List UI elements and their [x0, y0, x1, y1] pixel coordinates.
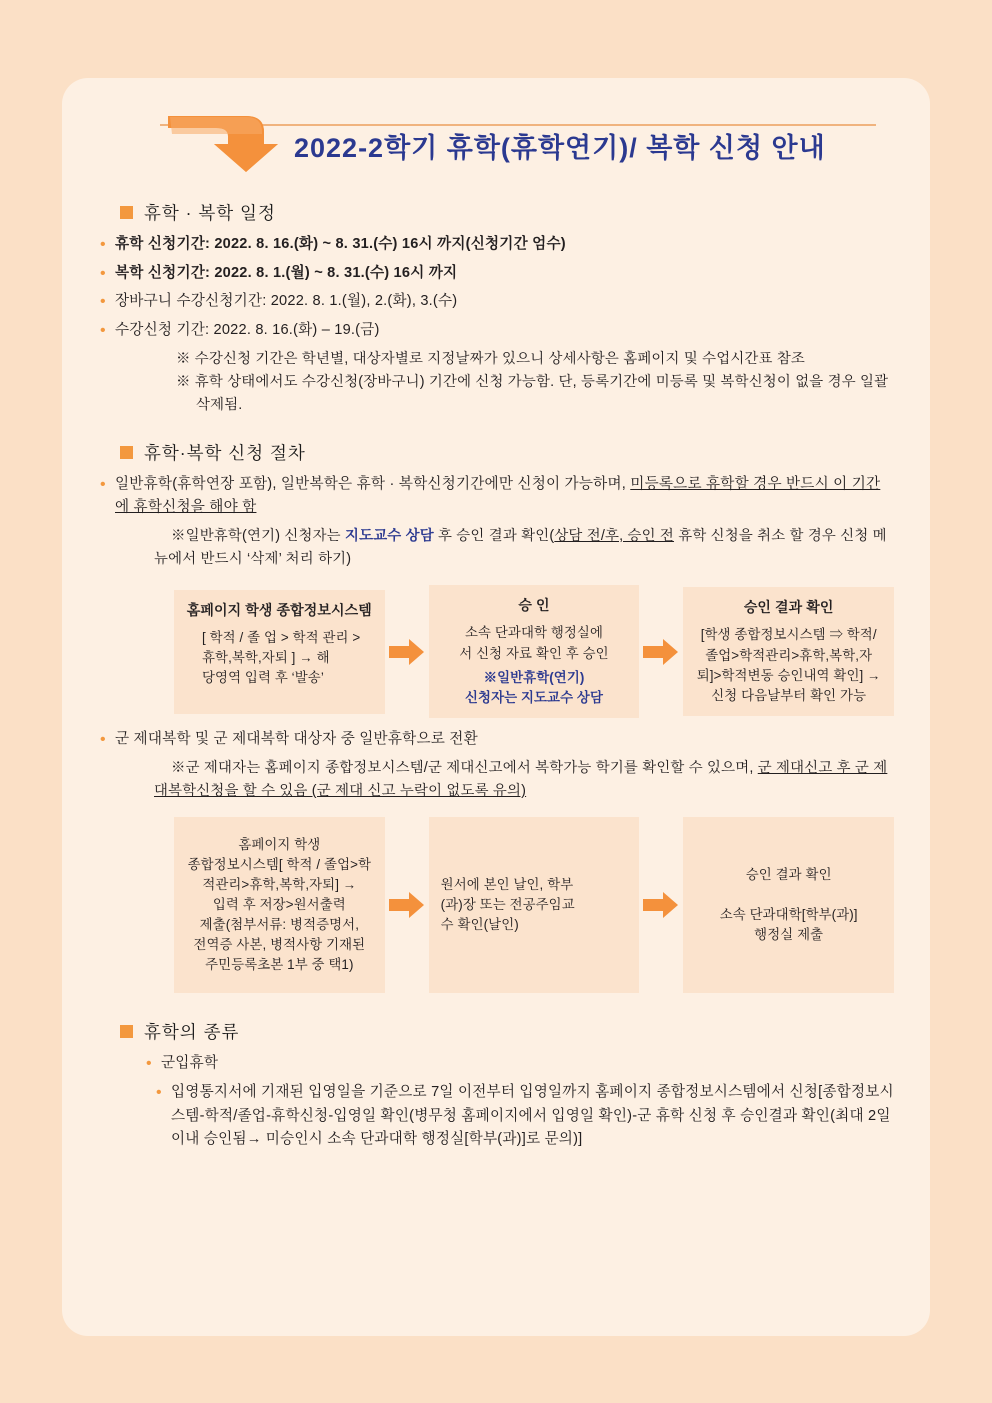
procedure-list-2 — [98, 728, 894, 752]
section-title-types: 휴학의 종류 — [144, 1022, 240, 1043]
flow-box-1-header: 홈페이지 학생 종합정보시스템 — [186, 601, 372, 618]
flow-box-2-emphasis: ※일반휴학(연기) 신청자는 지도교수 상담 — [465, 669, 603, 705]
flow-box-3-header: 승인 결과 확인 — [743, 599, 834, 616]
flow2-box-2 — [429, 817, 640, 993]
types-list — [144, 1052, 894, 1076]
document-card — [62, 78, 930, 1336]
list-item: • 수강신청 기간: 2022. 8. 16.(화) – 19.(금) — [98, 319, 894, 343]
procedure-note-2: ※군 제대자는 홈페이지 종합정보시스템/군 제대신고에서 복학가능 학기를 확인할 수 있으며, 군 제대신고 후 군 제대복학신청을 할 수 있음 (군 제대 신고 누락이 없도록 유의) — [154, 759, 888, 799]
section-header-types — [120, 1019, 894, 1044]
flow-box-2 — [429, 585, 640, 717]
page-title: 2022-2학기 휴학(휴학연기)/ 복학 신청 안내 — [294, 133, 826, 163]
arrow-right-icon — [639, 890, 683, 920]
schedule-note-2: ※ 휴학 상태에서도 수강신청(장바구니) 기간에 신청 가능함. 단, 등록기간에 미등록 및 복학신청이 없을 경우 일괄 삭제됨. — [176, 373, 889, 414]
title-zone — [98, 78, 894, 200]
flow-box-3 — [683, 587, 894, 715]
procedure-note-1: ※일반휴학(연기) 신청자는 지도교수 상담 후 승인 결과 확인(상담 전/후, 승인 전 휴학 신청을 취소 할 경우 신청 메뉴에서 반드시 ‘삭제’ 처리 하기) — [154, 527, 887, 568]
section-title-procedure: 휴학·복학 신청 절차 — [144, 442, 306, 463]
flow-box-2-header: 승 인 — [518, 597, 550, 614]
flow-box-1 — [174, 590, 385, 714]
square-bullet-icon — [120, 446, 133, 459]
arrow-icon — [160, 106, 278, 176]
flow2-box-3 — [683, 817, 894, 993]
square-bullet-icon — [120, 1025, 133, 1038]
arrow-right-icon — [385, 890, 429, 920]
flow2-box-2-body: 원서에 본인 날인, 학부 (과)장 또는 전공주임교 수 확인(날인) — [440, 877, 575, 933]
arrow-right-icon — [385, 637, 429, 667]
list-item: • 휴학 신청기간: 2022. 8. 16.(화) ~ 8. 31.(수) 16시 까지(신청기간 엄수) — [98, 233, 894, 257]
square-bullet-icon — [120, 206, 133, 219]
procedure-list-1 — [98, 473, 894, 520]
list-item: • 복학 신청기간: 2022. 8. 1.(월) ~ 8. 31.(수) 16시 까지 — [98, 262, 894, 286]
section-header-procedure — [120, 440, 894, 465]
flow-box-1-body: [ 학적 / 졸 업 > 학적 관리 > 휴학,복학,자퇴 ] → 해 당영역 입력 후 ‘발송’ — [202, 629, 361, 685]
schedule-note-1: ※ 수강신청 기간은 학년별, 대상자별로 지정날짜가 있으니 상세사항은 홈페이지 및 수업시간표 참조 — [176, 350, 806, 367]
flow2-box-3-body: 승인 결과 확인 소속 단과대학[학부(과)] 행정실 제출 — [719, 867, 858, 943]
arrow-right-icon — [639, 637, 683, 667]
types-detail-list — [154, 1081, 894, 1152]
flow-box-3-body: [학생 종합정보시스템 ⇒ 학적/ 졸업>학적관리>휴학,복학,자 퇴]>학적변동 승인내역 확인] → 신청 다음날부터 확인 가능 — [696, 627, 881, 703]
section-title-schedule: 휴학 · 복학 일정 — [144, 203, 276, 223]
list-item: • 군 제대복학 및 군 제대복학 대상자 중 일반휴학으로 전환 — [98, 728, 894, 752]
list-item: • 장바구니 수강신청기간: 2022. 8. 1.(월), 2.(화), 3.(수) — [98, 290, 894, 314]
flow2-box-1-body: 홈페이지 학생 종합정보시스템[ 학적 / 졸업>학 적관리>휴학,복학,자퇴] → 입력 후 저장>원서출력 제출(첨부서류: 병적증명서, 전역증 사본, 병적사항 기재된 주민등록초본 1부 중 택1) — [187, 836, 372, 973]
list-item: • 군입휴학 — [144, 1052, 894, 1076]
schedule-list — [98, 233, 894, 343]
flow-box-2-body: 소속 단과대학 행정실에 서 신청 자료 확인 후 승인 — [459, 625, 609, 661]
list-item: • 일반휴학(휴학연장 포함), 일반복학은 휴학 · 복학신청기간에만 신청이 가능하며, 미등록으로 휴학할 경우 반드시 이 기간에 휴학신청을 해야 함 — [98, 473, 894, 520]
flow-diagram-general — [174, 585, 894, 717]
flow2-box-1 — [174, 817, 385, 993]
flow-diagram-military — [174, 817, 894, 993]
list-item: • 입영통지서에 기재된 입영일을 기준으로 7일 이전부터 입영일까지 홈페이지 종합정보시스템에서 신청[종합정보시스템-학적/졸업-휴학신청-입영일 확인(병무청 홈페이지에서 입영일 확인)-군 휴학 신청 후 승인결과 확인(최대 2일 이내 승인됨→ 미승인시 소속 단과대학 행정실[학부(과)]로 문의)] — [154, 1081, 894, 1152]
section-header-schedule — [120, 200, 894, 225]
